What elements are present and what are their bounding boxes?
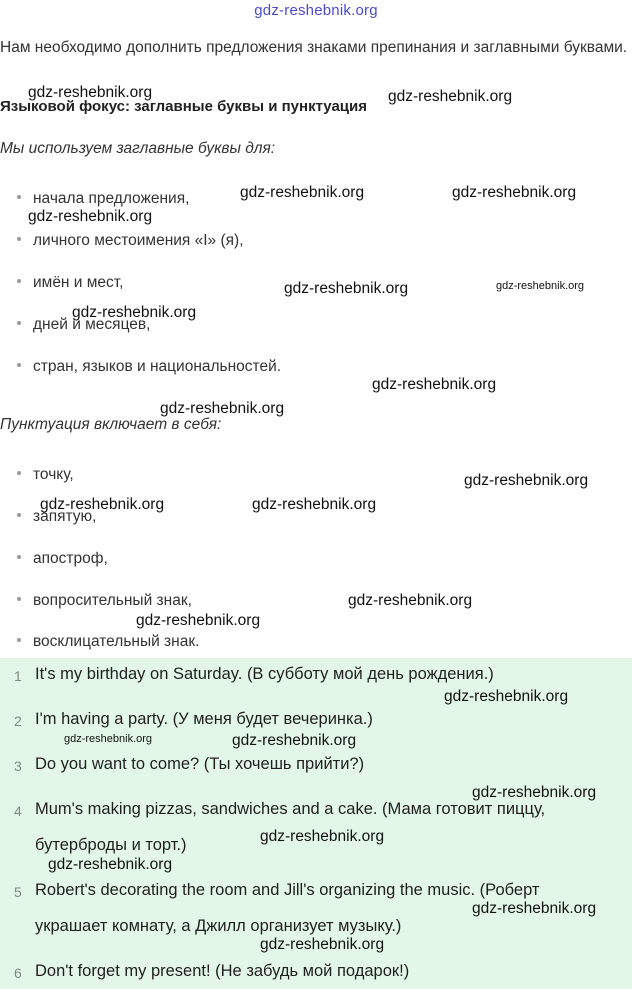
site-header-link[interactable]: gdz-reshebnik.org [254, 2, 378, 19]
watermark: gdz-reshebnik.org [48, 856, 173, 873]
watermark: gdz-reshebnik.org [136, 612, 261, 629]
capitals-item: стран, языков и национальностей. [17, 358, 281, 376]
watermark: gdz-reshebnik.org [160, 400, 285, 417]
watermark: gdz-reshebnik.org [472, 900, 597, 917]
watermark: gdz-reshebnik.org [28, 208, 153, 225]
answer-number: 5 [14, 884, 22, 900]
bullet-dot-icon [17, 279, 21, 283]
bullet-dot-icon [17, 363, 21, 367]
watermark: gdz-reshebnik.org [444, 688, 569, 705]
watermark: gdz-reshebnik.org [252, 496, 377, 513]
answer-number: 1 [14, 668, 22, 684]
punctuation-item: точку, [17, 466, 74, 484]
watermark: gdz-reshebnik.org [28, 84, 153, 101]
answer-number: 3 [14, 758, 22, 774]
bullet-dot-icon [17, 513, 21, 517]
punctuation-title: Пунктуация включает в себя: [0, 416, 222, 433]
watermark: gdz-reshebnik.org [496, 280, 585, 292]
watermark: gdz-reshebnik.org [464, 472, 589, 489]
answer-line: Do you want to come? (Ты хочешь прийти?) [35, 755, 365, 773]
watermark: gdz-reshebnik.org [472, 784, 597, 801]
answer-line: бутерброды и торт.) [35, 836, 187, 854]
bullet-dot-icon [17, 555, 21, 559]
watermark: gdz-reshebnik.org [284, 280, 409, 297]
answer-line: Don't forget my present! (Не забудь мой подарок!) [35, 962, 410, 980]
capitals-item: имён и мест, [17, 274, 123, 292]
answer-line: Mum's making pizzas, sandwiches and a cake. (Мама готовит пиццу, [35, 800, 546, 818]
punctuation-item: восклицательный знак. [17, 633, 199, 651]
answer-number: 6 [14, 965, 22, 981]
watermark: gdz-reshebnik.org [260, 828, 385, 845]
punctuation-item: запятую, [17, 508, 96, 526]
watermark: gdz-reshebnik.org [240, 184, 365, 201]
bullet-dot-icon [17, 195, 21, 199]
answer-line: It's my birthday on Saturday. (В субботу мой день рождения.) [35, 665, 494, 683]
bullet-dot-icon [17, 237, 21, 241]
watermark: gdz-reshebnik.org [372, 376, 497, 393]
bullet-dot-icon [17, 471, 21, 475]
focus-title: Языковой фокус: заглавные буквы и пунктуация [0, 98, 367, 115]
watermark: gdz-reshebnik.org [72, 304, 197, 321]
capitals-item: дней и месяцев, [17, 316, 150, 334]
watermark: gdz-reshebnik.org [40, 496, 165, 513]
watermark: gdz-reshebnik.org [388, 88, 513, 105]
bullet-dot-icon [17, 597, 21, 601]
punctuation-item: апостроф, [17, 550, 108, 568]
watermark: gdz-reshebnik.org [348, 592, 473, 609]
answer-line: I'm having a party. (У меня будет вечеринка.) [35, 710, 373, 728]
watermark: gdz-reshebnik.org [64, 733, 153, 745]
answer-number: 4 [14, 803, 22, 819]
watermark: gdz-reshebnik.org [232, 732, 357, 749]
intro-text: Нам необходимо дополнить предложения знаками препинания и заглавными буквами. [0, 39, 628, 56]
answer-number: 2 [14, 713, 22, 729]
answer-line: украшает комнату, а Джилл организует музыку.) [35, 917, 402, 935]
watermark: gdz-reshebnik.org [260, 936, 385, 953]
punctuation-item: вопросительный знак, [17, 592, 192, 610]
bullet-dot-icon [17, 321, 21, 325]
answer-line: Robert's decorating the room and Jill's organizing the music. (Роберт [35, 881, 540, 899]
capitals-item: начала предложения, [17, 190, 189, 208]
bullet-dot-icon [17, 638, 21, 642]
capitals-item: личного местоимения «I» (я), [17, 232, 244, 250]
capitals-title: Мы используем заглавные буквы для: [0, 140, 276, 157]
watermark: gdz-reshebnik.org [452, 184, 577, 201]
